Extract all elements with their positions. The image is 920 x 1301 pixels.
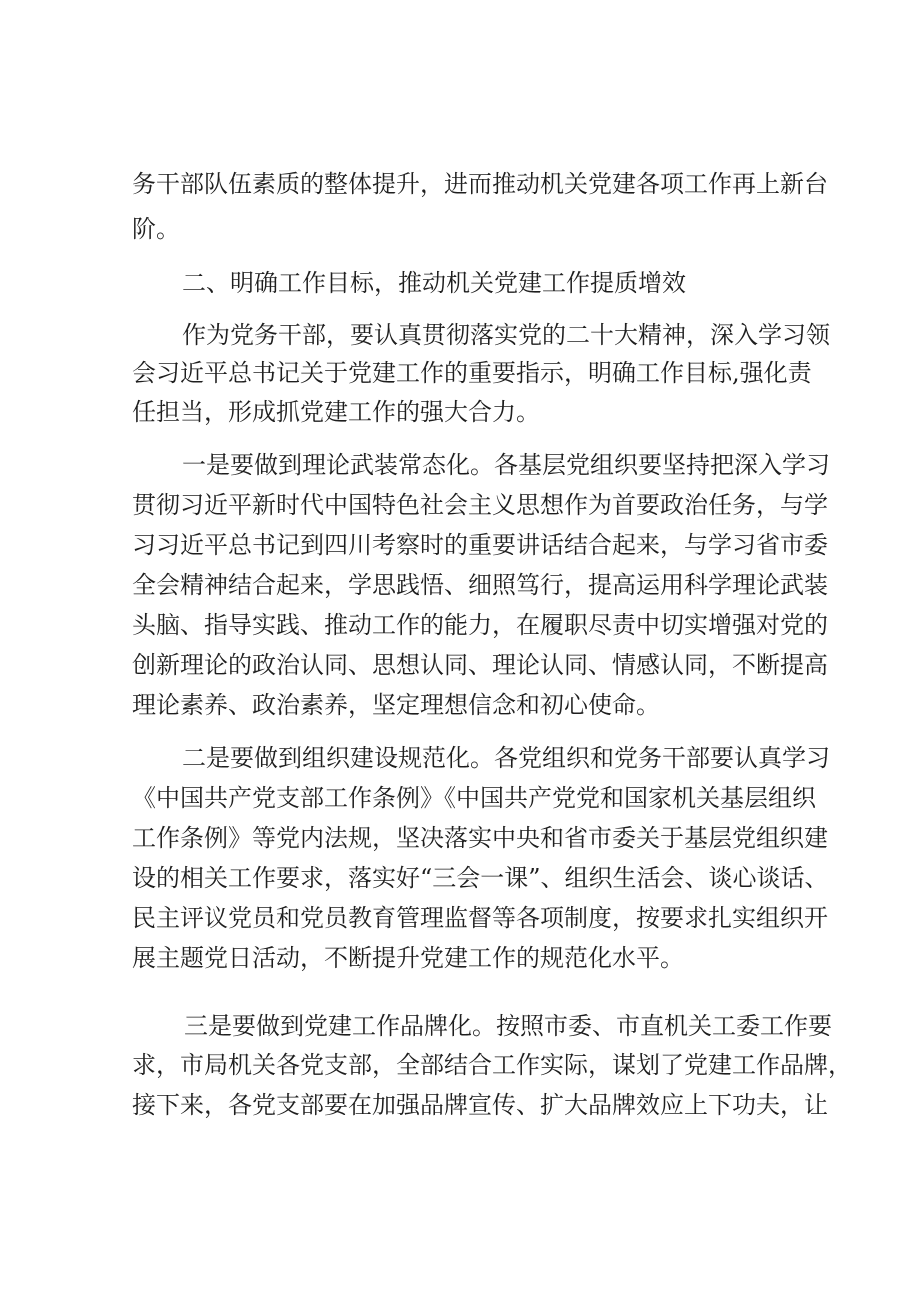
paragraph-2-line-5: 头脑、指导实践、推动工作的能力，在履职尽责中切实增强对党的 <box>132 611 828 639</box>
paragraph-3-line-3: 工作条例》等党内法规，坚决落实中央和省市委关于基层党组织建 <box>132 824 828 852</box>
paragraph-1-line-3: 任担当，形成抓党建工作的强大合力。 <box>132 398 540 426</box>
paragraph-3-line-2: 《中国共产党支部工作条例》《中国共产党党和国家机关基层组织 <box>132 784 816 812</box>
section-heading: 二、明确工作目标，推动机关党建工作提质增效 <box>182 269 686 297</box>
paragraph-4-line-1: 三是要做到党建工作品牌化。按照市委、市直机关工委工作要 <box>184 1012 832 1040</box>
continuation-line-2: 阶。 <box>132 215 180 243</box>
paragraph-3-line-1: 二是要做到组织建设规范化。各党组织和党务干部要认真学习 <box>182 744 830 772</box>
paragraph-2-line-4: 全会精神结合起来，学思践悟、细照笃行，提高运用科学理论武装 <box>132 571 828 599</box>
paragraph-1-line-2: 会习近平总书记关于党建工作的重要指示，明确工作目标,强化责 <box>132 359 812 387</box>
paragraph-2-line-2: 贯彻习近平新时代中国特色社会主义思想作为首要政治任务，与学 <box>132 491 828 519</box>
paragraph-2-line-3: 习习近平总书记到四川考察时的重要讲话结合起来，与学习省市委 <box>132 531 828 559</box>
paragraph-4-line-2: 求，市局机关各党支部，全部结合工作实际，谋划了党建工作品牌， <box>132 1051 852 1079</box>
paragraph-3-line-6: 展主题党日活动，不断提升党建工作的规范化水平。 <box>132 944 684 972</box>
paragraph-3-line-4: 设的相关工作要求，落实好“三会一课”、组织生活会、谈心谈话、 <box>132 864 829 892</box>
paragraph-2-line-1: 一是要做到理论武装常态化。各基层党组织要坚持把深入学习 <box>182 451 830 479</box>
paragraph-3-line-5: 民主评议党员和党员教育管理监督等各项制度，按要求扎实组织开 <box>132 904 828 932</box>
paragraph-1-line-1: 作为党务干部，要认真贯彻落实党的二十大精神，深入学习领 <box>182 321 830 349</box>
paragraph-2-line-6: 创新理论的政治认同、思想认同、理论认同、情感认同，不断提高 <box>132 651 828 679</box>
paragraph-2-line-7: 理论素养、政治素养，坚定理想信念和初心使命。 <box>132 691 660 719</box>
continuation-line-1: 务干部队伍素质的整体提升，进而推动机关党建各项工作再上新台 <box>132 170 828 198</box>
paragraph-4-line-3: 接下来，各党支部要在加强品牌宣传、扩大品牌效应上下功夫，让 <box>132 1091 828 1119</box>
